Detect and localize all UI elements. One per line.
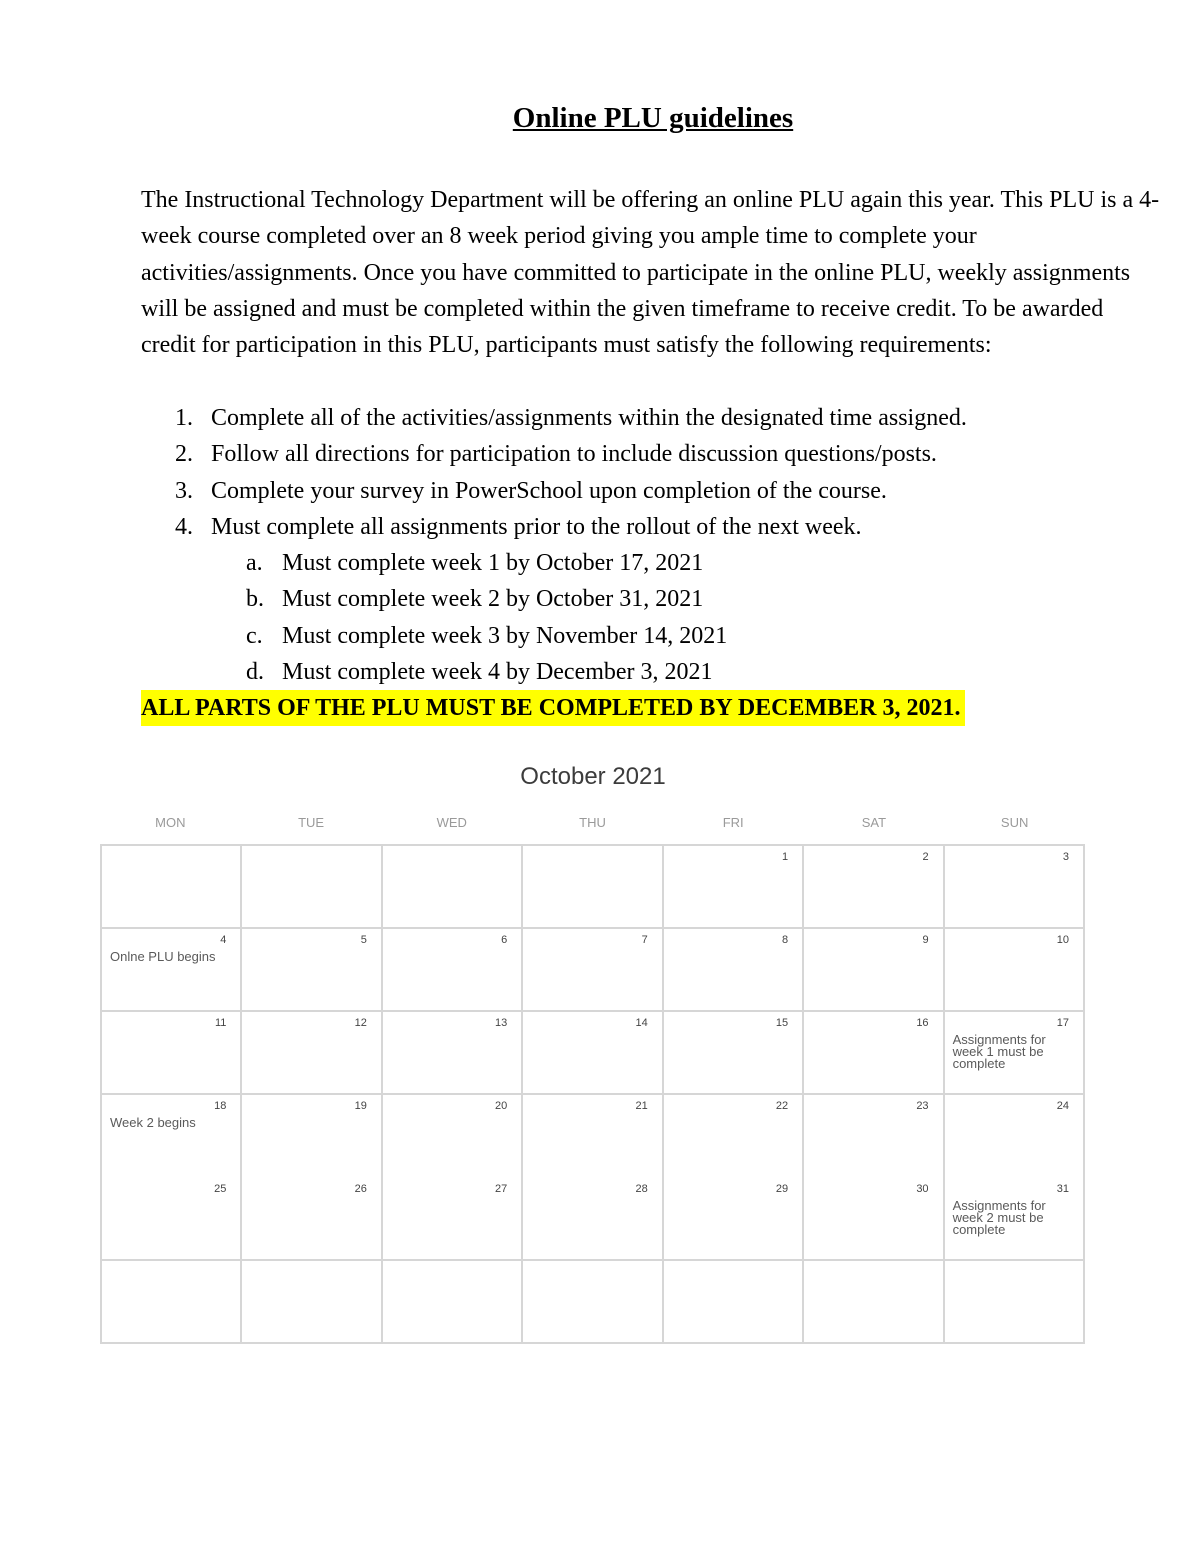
- intro-paragraph: The Instructional Technology Department will be offering an online PLU again this year. This PLU is a 4-week course completed over an 8 week period giving you ample time to complete your activities/assignments. Once you have committed to participate in the online PLU, weekly assignments will be assigned and must be completed within the given timeframe to receive credit. To be awarded credit for participation in this PLU, participants must satisfy the following requirements:: [141, 187, 1160, 359]
- calendar-grid: [100, 844, 1085, 1344]
- day-number: 25: [214, 1183, 227, 1195]
- sublist-letter: d.: [246, 659, 264, 686]
- calendar-day-cell[interactable]: [664, 1012, 804, 1095]
- calendar-day-cell[interactable]: [383, 846, 523, 929]
- day-number: 7: [641, 934, 648, 946]
- list-number: 3.: [175, 477, 193, 504]
- weekday-label: TUE: [298, 815, 325, 830]
- calendar-day-cell[interactable]: [804, 1095, 944, 1178]
- list-item: [141, 400, 1141, 436]
- sublist-item: [141, 654, 1141, 690]
- day-number: 21: [635, 1100, 648, 1112]
- calendar-day-cell[interactable]: [102, 1012, 242, 1095]
- day-number: 18: [214, 1100, 227, 1112]
- day-number: 16: [916, 1017, 929, 1029]
- list-number: 2.: [175, 441, 193, 468]
- calendar-day-cell[interactable]: [383, 1012, 523, 1095]
- calendar-day-cell[interactable]: [102, 846, 242, 929]
- calendar-day-cell[interactable]: [242, 929, 382, 1012]
- sublist-letter: a.: [246, 550, 263, 577]
- calendar-event[interactable]: Assignments for week 1 must be complete: [952, 1032, 1046, 1071]
- calendar-day-cell[interactable]: [804, 846, 944, 929]
- calendar-title: October 2021: [520, 763, 666, 790]
- day-number: 1: [782, 851, 789, 863]
- calendar-day-cell[interactable]: [102, 929, 242, 1012]
- day-number: 28: [635, 1183, 648, 1195]
- calendar-event[interactable]: Assignments for week 2 must be complete: [952, 1198, 1046, 1237]
- day-number: 15: [775, 1017, 789, 1029]
- sublist-item-text: Must complete week 4 by December 3, 2021: [282, 659, 713, 686]
- calendar-day-cell[interactable]: [664, 1261, 804, 1344]
- day-number: 14: [635, 1017, 648, 1029]
- day-number: 30: [916, 1183, 929, 1195]
- day-number: 23: [916, 1100, 929, 1112]
- weekday-label: SUN: [1000, 815, 1029, 830]
- calendar-day-cell[interactable]: [523, 1095, 663, 1178]
- list-item: [141, 436, 1141, 472]
- calendar-day-cell[interactable]: [945, 1178, 1085, 1261]
- calendar-day-cell[interactable]: [945, 1095, 1085, 1178]
- list-item: [141, 473, 1141, 509]
- calendar-day-cell[interactable]: [664, 1095, 804, 1178]
- weekday-label: WED: [436, 815, 467, 830]
- calendar-day-cell[interactable]: [102, 1095, 242, 1178]
- calendar-day-cell[interactable]: [804, 1012, 944, 1095]
- sublist-item-text: Must complete week 1 by October 17, 2021: [282, 550, 704, 577]
- document-title: Online PLU guidelines: [512, 102, 794, 134]
- sublist-letter: c.: [246, 622, 263, 649]
- day-number: 12: [354, 1017, 367, 1029]
- calendar-day-cell[interactable]: [242, 1261, 382, 1344]
- calendar-day-cell[interactable]: [664, 846, 804, 929]
- list-item-text: Complete all of the activities/assignments within the designated time assigned.: [211, 405, 967, 431]
- calendar-day-cell[interactable]: [945, 929, 1085, 1012]
- calendar-day-cell[interactable]: [945, 1261, 1085, 1344]
- day-number: 20: [495, 1100, 508, 1112]
- day-number: 22: [775, 1100, 789, 1112]
- calendar-day-cell[interactable]: [523, 1012, 663, 1095]
- calendar-day-cell[interactable]: [383, 929, 523, 1012]
- calendar-day-cell[interactable]: [523, 1261, 663, 1344]
- day-number: 27: [495, 1183, 508, 1195]
- deadline-sublist-wrapper: [141, 545, 1141, 690]
- sublist-item: [141, 581, 1141, 617]
- weekday-label: THU: [579, 815, 606, 830]
- calendar-day-cell[interactable]: [945, 846, 1085, 929]
- day-number: 11: [215, 1017, 227, 1029]
- calendar-day-cell[interactable]: [664, 1178, 804, 1261]
- requirements-list: [141, 400, 1141, 690]
- day-number: 26: [354, 1183, 367, 1195]
- day-number: 17: [1056, 1017, 1069, 1029]
- calendar-day-cell[interactable]: [242, 1012, 382, 1095]
- day-number: 5: [360, 934, 367, 946]
- calendar-day-cell[interactable]: [242, 1178, 382, 1261]
- calendar-day-cell[interactable]: [523, 846, 663, 929]
- list-item-text: Complete your survey in PowerSchool upon completion of the course.: [211, 477, 887, 504]
- calendar-weekday-header: [100, 815, 1085, 835]
- day-number: 4: [220, 934, 227, 946]
- list-item: [141, 509, 1141, 545]
- calendar-day-cell[interactable]: [804, 1261, 944, 1344]
- calendar-day-cell[interactable]: [242, 846, 382, 929]
- list-number: 1.: [175, 405, 193, 431]
- weekday-label: SAT: [861, 815, 887, 830]
- day-number: 19: [354, 1100, 367, 1112]
- list-item-text: Follow all directions for participation to include discussion questions/posts.: [211, 441, 937, 468]
- day-number: 8: [782, 934, 789, 946]
- calendar-day-cell[interactable]: [242, 1095, 382, 1178]
- calendar-day-cell[interactable]: [383, 1178, 523, 1261]
- day-number: 3: [1062, 851, 1069, 863]
- calendar-day-cell[interactable]: [664, 929, 804, 1012]
- sublist-item-text: Must complete week 3 by November 14, 2021: [282, 622, 728, 649]
- weekday-label: FRI: [722, 815, 744, 830]
- calendar-day-cell[interactable]: [945, 1012, 1085, 1095]
- deadline-sublist: [141, 545, 1141, 690]
- calendar-day-cell[interactable]: [102, 1178, 242, 1261]
- sublist-item: [141, 618, 1141, 654]
- day-number: 6: [501, 934, 508, 946]
- calendar-day-cell[interactable]: [523, 1178, 663, 1261]
- calendar-day-cell[interactable]: [102, 1261, 242, 1344]
- day-number: 24: [1056, 1100, 1069, 1112]
- calendar-event[interactable]: Onlne PLU begins: [110, 949, 216, 964]
- calendar-day-cell[interactable]: [523, 929, 663, 1012]
- list-number: 4.: [175, 513, 193, 540]
- calendar-day-cell[interactable]: [804, 929, 944, 1012]
- day-number: 10: [1056, 934, 1069, 946]
- day-number: 9: [922, 934, 929, 946]
- list-item-text: Must complete all assignments prior to the rollout of the next week.: [211, 513, 862, 540]
- calendar-day-cell[interactable]: [804, 1178, 944, 1261]
- weekday-label: MON: [155, 815, 186, 830]
- sublist-letter: b.: [246, 586, 264, 613]
- sublist-item-text: Must complete week 2 by October 31, 2021: [282, 586, 704, 613]
- sublist-item: [141, 545, 1141, 581]
- calendar-day-cell[interactable]: [383, 1261, 523, 1344]
- day-number: 29: [775, 1183, 789, 1195]
- calendar-day-cell[interactable]: [383, 1095, 523, 1178]
- deadline-banner: ALL PARTS OF THE PLU MUST BE COMPLETED BY DECEMBER 3, 2021.: [141, 690, 965, 726]
- day-number: 2: [922, 851, 929, 863]
- calendar-event[interactable]: Week 2 begins: [110, 1115, 196, 1130]
- day-number: 31: [1056, 1183, 1069, 1195]
- day-number: 13: [495, 1017, 508, 1029]
